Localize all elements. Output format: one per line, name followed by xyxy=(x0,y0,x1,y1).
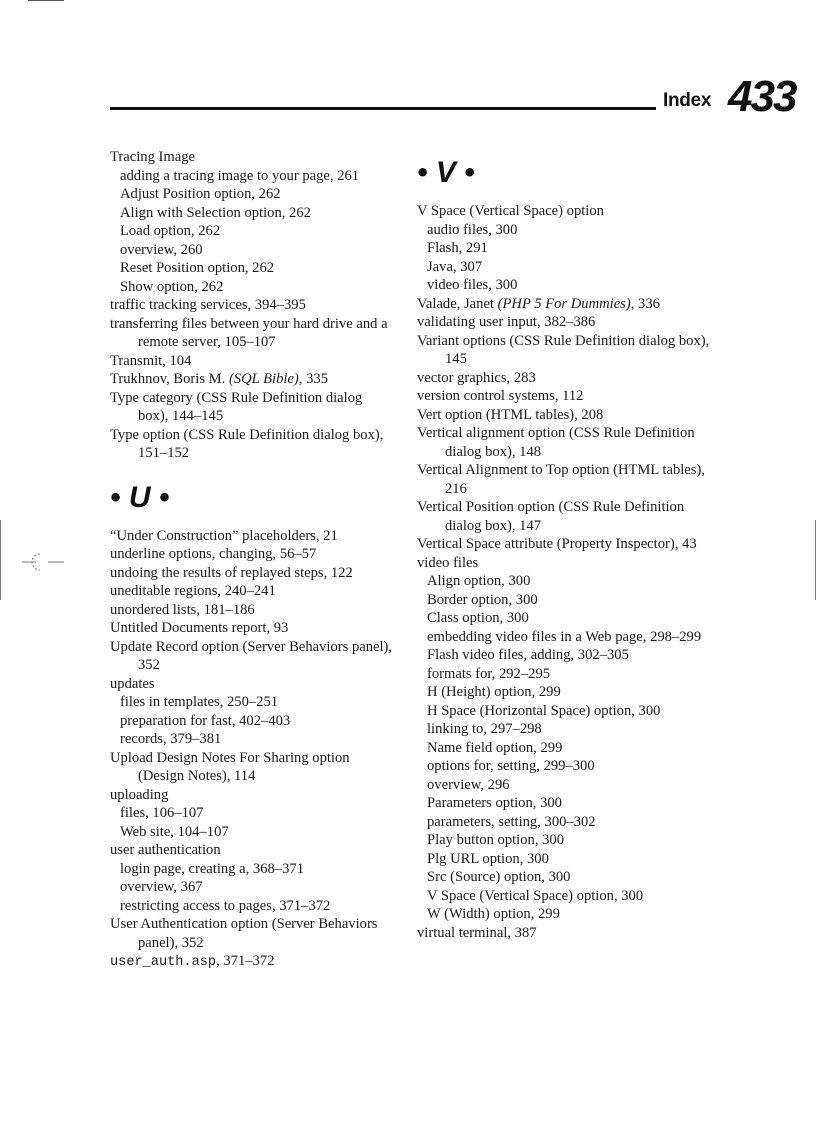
entry-text: linking to, 297–298 xyxy=(427,721,542,737)
entry-text: underline options, changing, 56–57 xyxy=(110,546,317,562)
index-subentry xyxy=(110,185,395,204)
entry-text: Vertical alignment option (CSS Rule Definition dialog box), 148 xyxy=(417,425,695,460)
index-subentry xyxy=(417,868,712,887)
index-subentry xyxy=(417,887,712,906)
index-entry xyxy=(110,786,395,805)
entry-text: Untitled Documents report, 93 xyxy=(110,620,289,636)
entry-text: files in templates, 250–251 xyxy=(120,694,279,710)
entry-text: W (Width) option, 299 xyxy=(427,906,560,922)
entry-book-title: (PHP 5 For Dummies), xyxy=(497,295,635,312)
index-subentry xyxy=(110,804,395,823)
index-subentry xyxy=(110,259,395,278)
entry-text: Load option, 262 xyxy=(120,223,221,239)
index-entry xyxy=(417,332,712,369)
index-subentry xyxy=(110,204,395,223)
index-subentry xyxy=(417,276,712,295)
index-subentry xyxy=(417,831,712,850)
index-entry xyxy=(110,527,395,546)
entry-text: login page, creating a, 368–371 xyxy=(120,860,304,877)
index-subentry xyxy=(110,278,395,297)
index-entry xyxy=(110,545,395,564)
index-entry xyxy=(110,841,395,860)
entry-text: options for, setting, 299–300 xyxy=(427,758,595,774)
entry-text: video files xyxy=(417,554,479,571)
index-entry xyxy=(110,619,395,638)
index-subentry xyxy=(417,702,712,721)
index-subentry xyxy=(110,712,395,731)
index-entry xyxy=(110,749,395,786)
entry-text: virtual terminal, 387 xyxy=(417,924,537,941)
crop-mark-top xyxy=(28,0,64,1)
index-entry xyxy=(417,535,712,554)
index-entry xyxy=(110,370,395,389)
index-subentry xyxy=(417,739,712,758)
entry-text: transferring files between your hard drive and a remote server, 105–107 xyxy=(110,315,388,350)
letter-heading-u: • U • xyxy=(110,480,170,514)
index-entry xyxy=(417,461,712,498)
entry-text: audio files, 300 xyxy=(427,221,518,238)
entry-text: V Space (Vertical Space) option, 300 xyxy=(427,887,644,904)
index-subentry xyxy=(417,609,712,628)
index-subentry xyxy=(110,222,395,241)
entry-text: Vertical Alignment to Top option (HTML tables), 216 xyxy=(417,462,705,497)
running-header: Index xyxy=(663,90,712,111)
index-entry xyxy=(110,915,395,952)
entry-code: user_auth.asp xyxy=(110,955,217,970)
index-entry xyxy=(110,582,395,601)
entry-pages: , 371–372 xyxy=(216,953,275,969)
entry-text: Update Record option (Server Behaviors panel), 352 xyxy=(110,638,393,673)
index-entry xyxy=(110,952,395,973)
entry-text: Plg URL option, 300 xyxy=(427,850,549,867)
entry-text: embedding video files in a Web page, 298–299 xyxy=(427,628,702,645)
index-entry xyxy=(110,601,395,620)
entry-text: Vertical Space attribute (Property Inspector), 43 xyxy=(417,536,697,552)
index-entry xyxy=(417,554,712,573)
index-subentry xyxy=(417,591,712,610)
entry-text: Name field option, 299 xyxy=(427,739,563,756)
entry-text: Vertical Position option (CSS Rule Definition dialog box), 147 xyxy=(417,499,685,534)
index-subentry xyxy=(417,258,712,277)
entry-text: Align option, 300 xyxy=(427,573,531,589)
index-column-right xyxy=(417,148,712,942)
entry-pages: 336 xyxy=(634,295,660,312)
entry-text: V Space (Vertical Space) option xyxy=(417,203,604,219)
entry-text: Parameters option, 300 xyxy=(427,795,562,811)
entry-text: Web site, 104–107 xyxy=(120,823,229,840)
entry-text: Flash, 291 xyxy=(427,240,488,256)
index-entry xyxy=(417,387,712,406)
entry-text: user authentication xyxy=(110,842,221,858)
index-entry xyxy=(110,564,395,583)
entry-text: Class option, 300 xyxy=(427,610,529,626)
index-subentry xyxy=(417,813,712,832)
index-entry xyxy=(110,638,395,675)
index-subentry xyxy=(417,628,712,647)
entry-text: Type option (CSS Rule Definition dialog box), 151–152 xyxy=(110,426,384,461)
entry-text: Play button option, 300 xyxy=(427,832,565,848)
index-subentry xyxy=(417,794,712,813)
index-subentry xyxy=(110,167,395,186)
entry-text: Show option, 262 xyxy=(120,278,224,295)
registration-mark-icon xyxy=(22,548,64,576)
index-subentry xyxy=(417,572,712,591)
page-number: 433 xyxy=(728,72,796,121)
index-entry xyxy=(110,426,395,463)
entry-text: validating user input, 382–386 xyxy=(417,314,596,330)
index-entry xyxy=(417,424,712,461)
index-entry xyxy=(110,296,395,315)
entry-text: Align with Selection option, 262 xyxy=(120,204,311,221)
index-subentry xyxy=(417,665,712,684)
index-subentry xyxy=(417,646,712,665)
entry-book-title: (SQL Bible), xyxy=(228,371,303,387)
index-entry xyxy=(110,315,395,352)
entry-text: Vert option (HTML tables), 208 xyxy=(417,406,604,423)
index-entry xyxy=(110,148,395,167)
index-subentry xyxy=(417,850,712,869)
index-entry xyxy=(110,352,395,371)
entry-text: files, 106–107 xyxy=(120,805,204,821)
entry-text: updates xyxy=(110,675,155,692)
entry-text: overview, 367 xyxy=(120,879,203,895)
entry-text: Java, 307 xyxy=(427,258,483,275)
entry-text: formats for, 292–295 xyxy=(427,665,551,682)
entry-text: records, 379–381 xyxy=(120,731,222,747)
entry-text: uploading xyxy=(110,786,169,803)
index-entry xyxy=(417,295,712,314)
entries-v xyxy=(417,202,712,942)
entry-text: preparation for fast, 402–403 xyxy=(120,712,291,729)
index-subentry xyxy=(417,221,712,240)
index-entry xyxy=(417,406,712,425)
index-subentry xyxy=(417,757,712,776)
entry-text: vector graphics, 283 xyxy=(417,369,536,386)
entry-text: overview, 260 xyxy=(120,241,203,258)
entry-text: Transmit, 104 xyxy=(110,352,192,369)
index-subentry xyxy=(417,905,712,924)
index-entry xyxy=(417,313,712,332)
crop-mark-left xyxy=(0,520,1,600)
entry-text: Upload Design Notes For Sharing option (Design Notes), 114 xyxy=(110,749,350,784)
entry-text: Valade, Janet xyxy=(417,295,498,312)
index-subentry xyxy=(110,860,395,879)
entry-text: version control systems, 112 xyxy=(417,388,584,404)
entry-text: adding a tracing image to your page, 261 xyxy=(120,167,360,184)
index-subentry xyxy=(110,897,395,916)
entry-text: Adjust Position option, 262 xyxy=(120,186,281,202)
entry-text: Flash video files, adding, 302–305 xyxy=(427,647,629,663)
index-entry xyxy=(110,389,395,426)
index-column-left xyxy=(110,148,395,973)
index-entry xyxy=(110,675,395,694)
entry-text: Type category (CSS Rule Definition dialog box), 144–145 xyxy=(110,389,363,424)
entry-text: traffic tracking services, 394–395 xyxy=(110,297,306,313)
entry-text: User Authentication option (Server Behaviors panel), 352 xyxy=(110,916,378,951)
entry-text: Src (Source) option, 300 xyxy=(427,869,571,885)
entry-text: parameters, setting, 300–302 xyxy=(427,813,596,830)
entries-u xyxy=(110,527,395,973)
index-subentry xyxy=(417,239,712,258)
entry-text: video files, 300 xyxy=(427,277,518,293)
entry-pages: 335 xyxy=(302,371,328,387)
entry-text: Variant options (CSS Rule Definition dialog box), 145 xyxy=(417,332,710,367)
entry-text: Reset Position option, 262 xyxy=(120,260,275,276)
index-subentry xyxy=(417,720,712,739)
index-subentry xyxy=(110,693,395,712)
index-entry xyxy=(417,369,712,388)
entry-text: H (Height) option, 299 xyxy=(427,684,561,700)
entry-text: unordered lists, 181–186 xyxy=(110,601,255,618)
entry-text: Border option, 300 xyxy=(427,591,538,608)
index-entry xyxy=(417,924,712,943)
entries-t xyxy=(110,148,395,463)
index-subentry xyxy=(110,823,395,842)
entry-text: Tracing Image xyxy=(110,149,195,165)
entry-text: uneditable regions, 240–241 xyxy=(110,583,276,599)
index-entry xyxy=(417,498,712,535)
entry-text: “Under Construction” placeholders, 21 xyxy=(110,527,338,544)
entry-text: overview, 296 xyxy=(427,776,510,793)
index-entry xyxy=(417,202,712,221)
entry-text: Trukhnov, Boris M. xyxy=(110,371,229,387)
entry-text: restricting access to pages, 371–372 xyxy=(120,897,331,914)
index-subentry xyxy=(110,241,395,260)
entry-text: undoing the results of replayed steps, 122 xyxy=(110,564,353,581)
letter-heading-v: • V • xyxy=(417,156,475,189)
index-subentry xyxy=(110,730,395,749)
index-subentry xyxy=(110,878,395,897)
index-subentry xyxy=(417,683,712,702)
entry-text: H Space (Horizontal Space) option, 300 xyxy=(427,702,661,719)
index-subentry xyxy=(417,776,712,795)
header-rule xyxy=(110,107,656,110)
